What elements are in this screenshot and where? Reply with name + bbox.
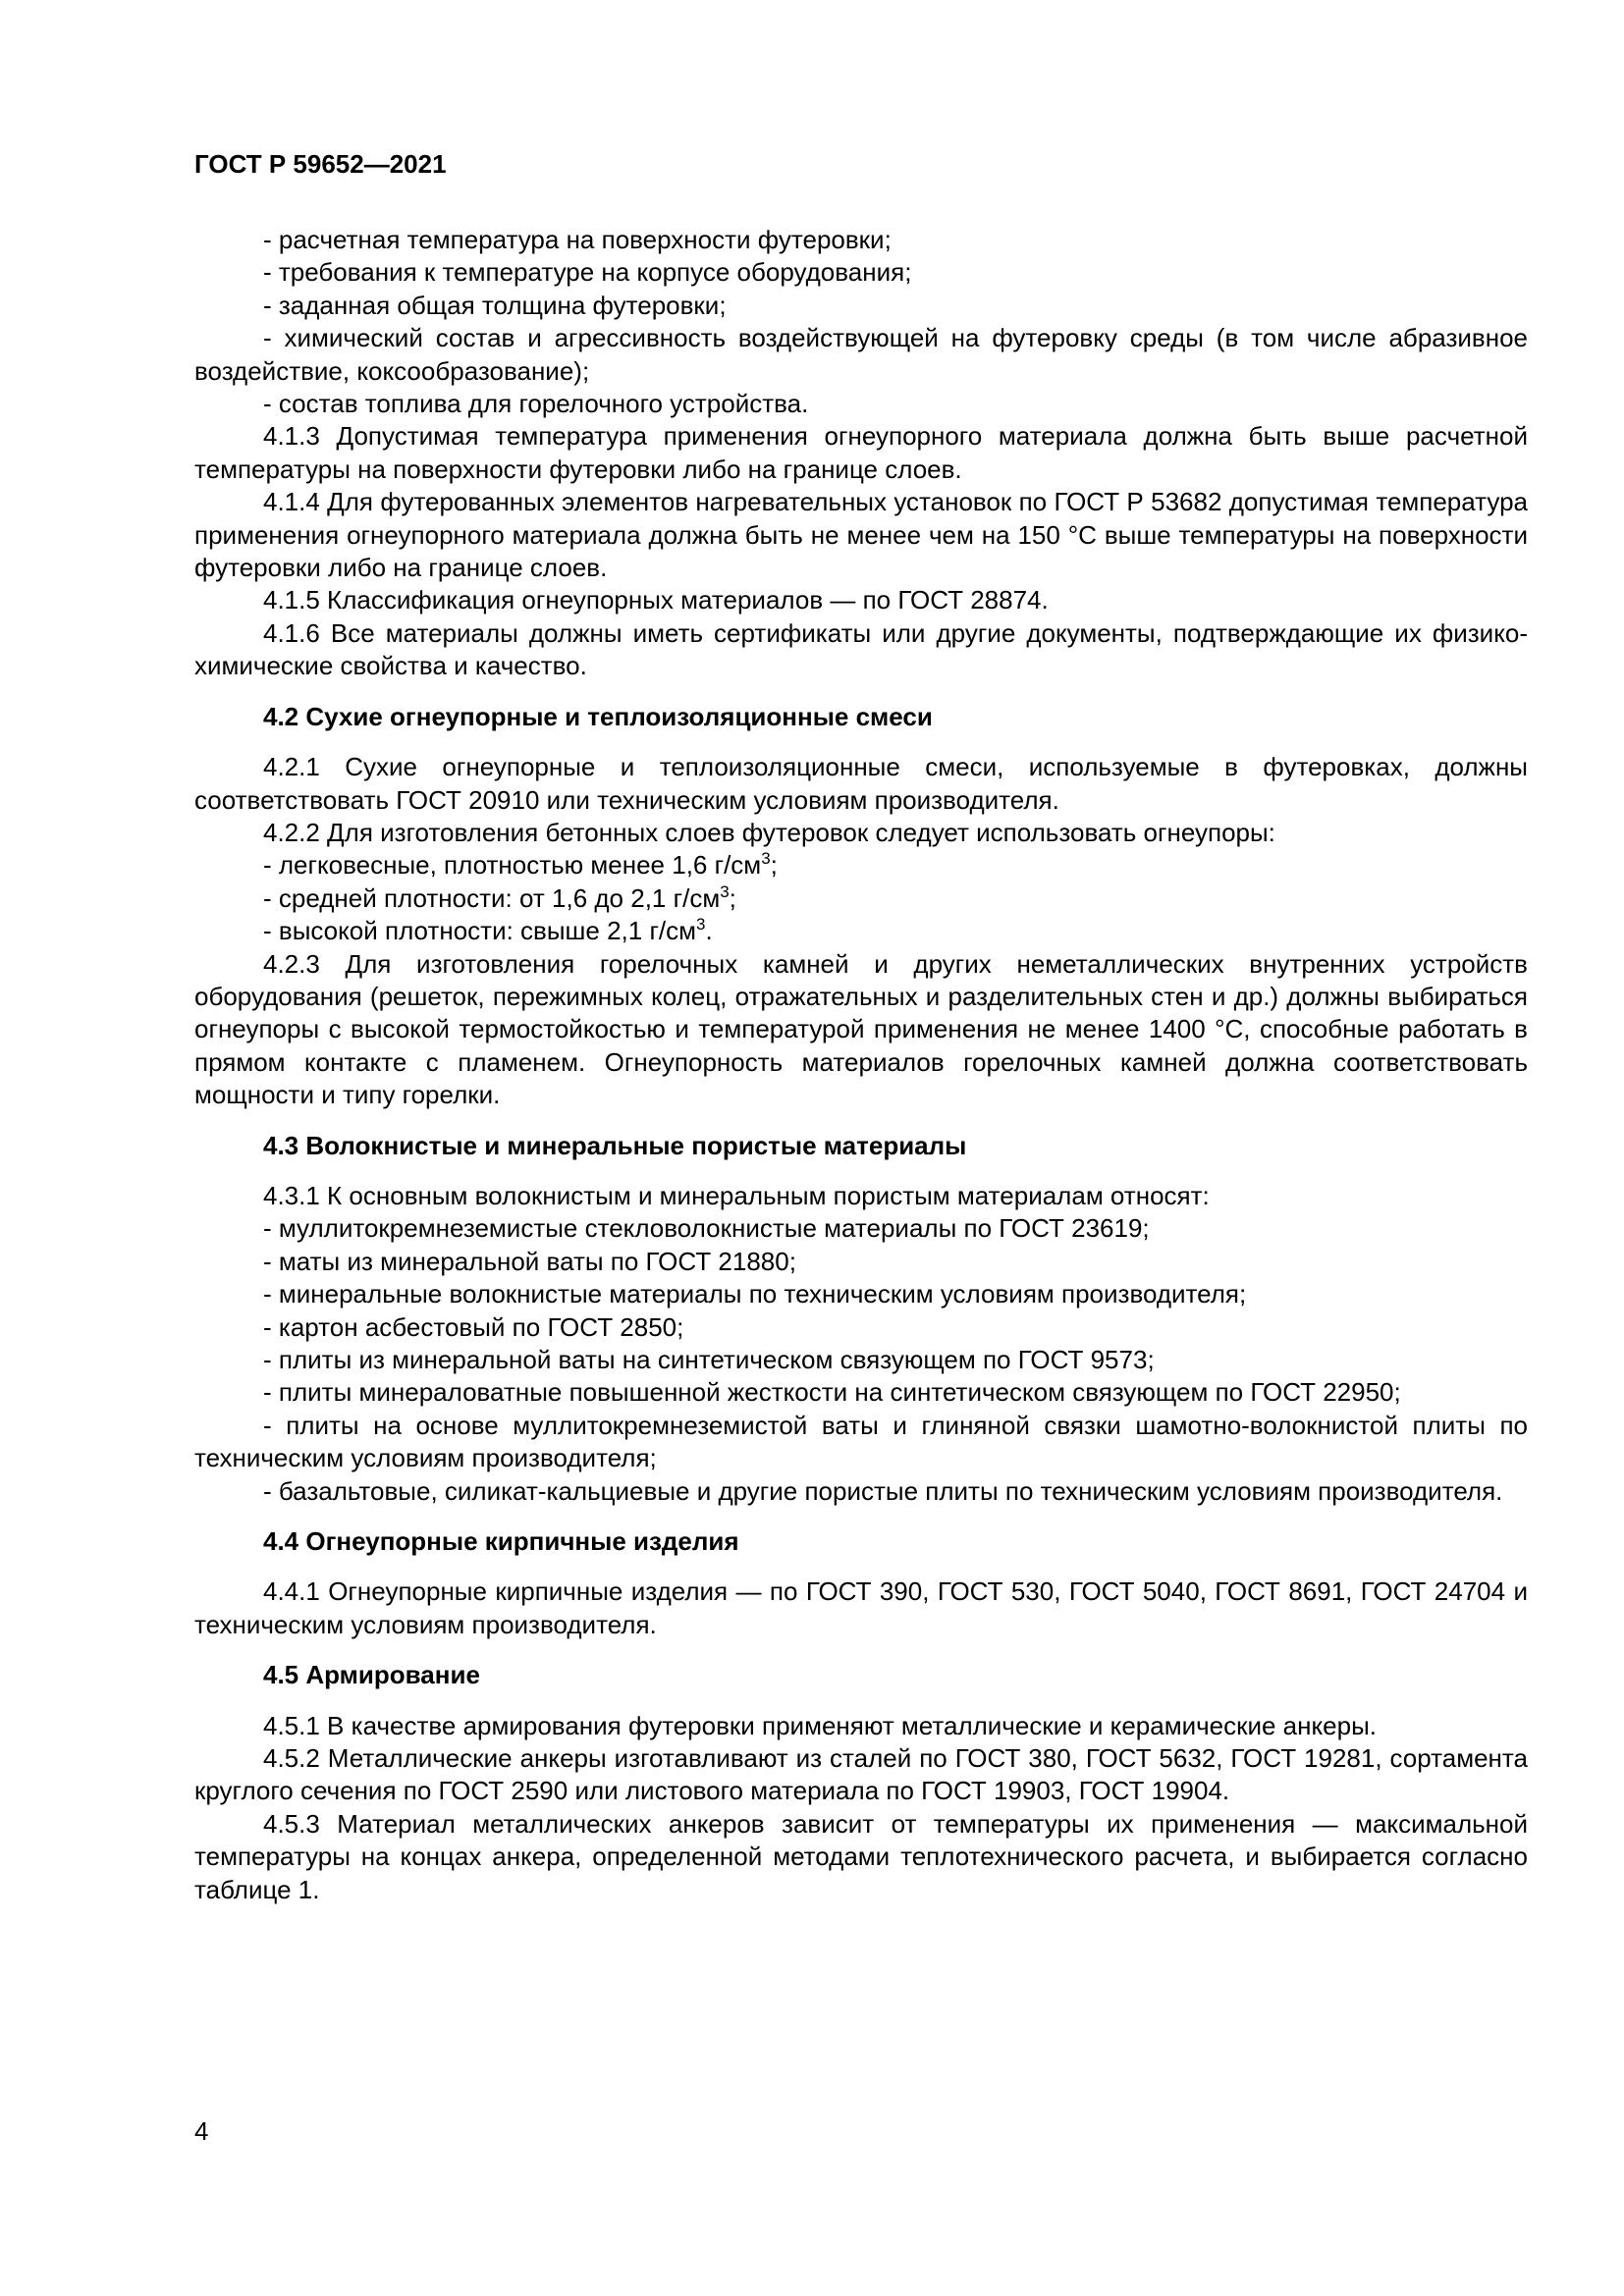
page-number: 4 — [194, 2116, 209, 2146]
list-item: - плиты минераловатные повышенной жесткости на синтетическом связующем по ГОСТ 22950; — [263, 1377, 1401, 1408]
section-heading-4-2: 4.2 Сухие огнеупорные и теплоизоляционные смеси — [263, 701, 933, 731]
section-heading-4-5: 4.5 Армирование — [263, 1660, 480, 1690]
list-item: - состав топлива для горелочного устройства. — [263, 389, 809, 419]
list-item-text: - высокой плотности: свыше 2,1 г/см — [263, 916, 697, 946]
clause-4-1-6: 4.1.6 Все материалы должны иметь сертификаты или другие документы, подтверждающие их физико-химические свойства и качество. — [194, 617, 1528, 681]
list-item: - картон асбестовый по ГОСТ 2850; — [263, 1311, 684, 1342]
clause-4-4-1: 4.4.1 Огнеупорные кирпичные изделия — по ГОСТ 390, ГОСТ 530, ГОСТ 5040, ГОСТ 8691, ГОСТ 24704 и техническим условиям производителя. — [194, 1576, 1528, 1639]
clause-4-1-5: 4.1.5 Классификация огнеупорных материалов — по ГОСТ 28874. — [263, 585, 1049, 615]
list-item: - расчетная температура на поверхности футеровки; — [263, 225, 892, 254]
list-item: - заданная общая толщина футеровки; — [263, 290, 727, 320]
clause-4-5-2: 4.5.2 Металлические анкеры изготавливают из сталей по ГОСТ 380, ГОСТ 5632, ГОСТ 19281, сортамента круглого сечения по ГОСТ 2590 или листового материала по ГОСТ 19903, ГОСТ 19904. — [194, 1743, 1528, 1806]
clause-4-1-3: 4.1.3 Допустимая температура применения огнеупорного материала должна быть выше расчетной температуры на поверхности футеровки либо на границе слоев. — [194, 421, 1528, 484]
clause-4-2-3: 4.2.3 Для изготовления горелочных камней и других неметаллических внутренних устройств оборудования (решеток, пережимных колец, отражательных и разделительных стен и др.) должны выбираться огнеупоры с высокой термостойкостью и температурой применения не менее 1400 °С, способные работать в прямом контакте с пламенем. Огнеупорность материалов горелочных камней должна соответствовать мощности и типу горелки. — [194, 948, 1528, 1110]
list-item: - минеральные волокнистые материалы по техническим условиям производителя; — [263, 1279, 1247, 1309]
clause-4-2-2: 4.2.2 Для изготовления бетонных слоев футеровок следует использовать огнеупоры: — [263, 817, 1275, 847]
list-item-punctuation: ; — [729, 882, 736, 913]
section-heading-4-4: 4.4 Огнеупорные кирпичные изделия — [263, 1526, 739, 1557]
clause-4-1-4: 4.1.4 Для футерованных элементов нагревательных установок по ГОСТ Р 53682 допустимая температура применения огнеупорного материала должна быть не менее чем на 150 °С выше температуры на поверхности футеровки либо на границе слоев. — [194, 487, 1528, 583]
list-item — [194, 882, 1528, 915]
document-body — [194, 224, 1528, 1906]
list-item: - плиты на основе муллитокремнеземистой ваты и глиняной связки шамотно-волокнистой плиты по техническим условиям производителя; — [194, 1410, 1528, 1473]
clause-4-5-1: 4.5.1 В качестве армирования футеровки применяют металлические и керамические анкеры. — [263, 1710, 1377, 1740]
list-item — [194, 849, 1528, 881]
list-item-text: - средней плотности: от 1,6 до 2,1 г/см — [263, 882, 721, 913]
clause-4-2-1: 4.2.1 Сухие огнеупорные и теплоизоляционные смеси, используемые в футеровках, должны соответствовать ГОСТ 20910 или техническим условиям производителя. — [194, 752, 1528, 815]
list-item — [194, 915, 1528, 947]
list-item-text: - легковесные, плотностью менее 1,6 г/см — [263, 850, 762, 881]
list-item: - базальтовые, силикат-кальциевые и другие пористые плиты по техническим условиям производителя. — [263, 1475, 1503, 1506]
list-item: - химический состав и агрессивность воздействующей на футеровку среды (в том числе абразивное воздействие, коксообразование); — [194, 323, 1528, 386]
clause-4-3-1: 4.3.1 К основным волокнистым и минеральным пористым материалам относят: — [263, 1180, 1210, 1210]
list-item: - маты из минеральной ваты по ГОСТ 21880; — [263, 1246, 796, 1276]
list-item: - муллитокремнеземистые стекловолокнистые материалы по ГОСТ 23619; — [263, 1213, 1150, 1244]
list-item: - плиты из минеральной ваты на синтетическом связующем по ГОСТ 9573; — [263, 1345, 1155, 1374]
list-item-punctuation: ; — [770, 850, 778, 881]
superscript-exponent: 3 — [761, 849, 771, 869]
clause-4-5-3: 4.5.3 Материал металлических анкеров зависит от температуры их применения — максимальной температуры на концах анкера, определенной методами теплотехнического расчета, и выбирается согласно таблице 1. — [194, 1808, 1528, 1904]
list-item: - требования к температуре на корпусе оборудования; — [263, 257, 912, 288]
list-item-punctuation: . — [705, 916, 713, 946]
superscript-exponent: 3 — [720, 881, 730, 901]
document-header-title: ГОСТ Р 59652—2021 — [194, 149, 447, 179]
section-heading-4-3: 4.3 Волокнистые и минеральные пористые материалы — [263, 1130, 967, 1160]
superscript-exponent: 3 — [696, 915, 706, 934]
